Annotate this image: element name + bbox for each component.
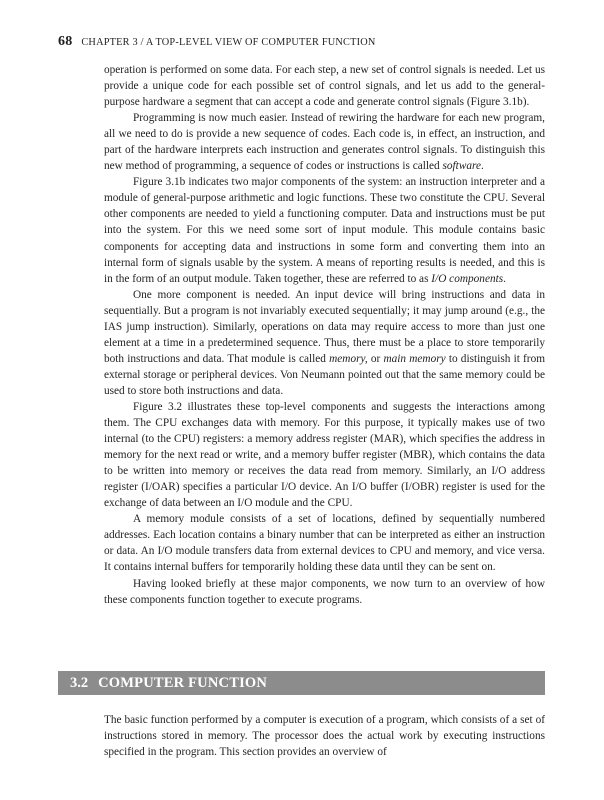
italic-term: memory,	[329, 352, 368, 365]
page-number: 68	[58, 34, 73, 49]
text-run: One more component is needed. An input device will bring instructions and data in sequentially. But a program is not invariably executed sequentially; it may jump around (e.g., the IAS jump instruction). Similarly, operations on data may require access to more than just one element at a time in a predetermined sequence. Thus, there must be a place to store temporarily both instructions and data. That module is called	[104, 288, 545, 365]
section-body-text	[104, 712, 545, 760]
section-heading	[58, 671, 545, 695]
text-run: Figure 3.1b indicates two major components of the system: an instruction interpreter and a module of general-purpose arithmetic and logic functions. These two constitute the CPU. Several other components are needed to yield a functioning computer. Data and instructions must be put into the system. For this we need some sort of input module. This module contains basic components for accepting data and instructions in some form and converting them into an internal form of signals usable by the system. A means of reporting results is needed, and this is in the form of an output module. Taken together, these are referred to as	[104, 176, 545, 285]
text-run: A memory module consists of a set of locations, defined by sequentially numbered addresses. Each location contains a binary number that can be interpreted as either an instruction or data. An I/O module transfers data from external devices to CPU and memory, and vice versa. It contains internal buffers for temporarily holding these data until they can be sent on.	[104, 513, 545, 574]
text-run: .	[481, 160, 484, 173]
paragraph	[104, 174, 545, 286]
paragraph	[104, 712, 545, 760]
body-text	[104, 62, 545, 608]
text-run: .	[503, 272, 506, 285]
paragraph	[104, 287, 545, 399]
text-run: Programming is now much easier. Instead of rewiring the hardware for each new program, all we need to do is provide a new sequence of codes. Each code is, in effect, an instruction, and part of the hardware interprets each instruction and generates control signals. To distinguish this new method of programming, a sequence of codes or instructions is called	[104, 112, 545, 173]
italic-term: main memory	[383, 352, 446, 365]
paragraph	[104, 511, 545, 575]
text-run: or	[367, 352, 384, 365]
italic-term: software	[442, 160, 481, 173]
text-run: The basic function performed by a computer is execution of a program, which consists of a set of instructions stored in memory. The processor does the actual work by executing instructions specified in the program. This section provides an overview of	[104, 714, 545, 759]
paragraph	[104, 576, 545, 608]
text-run: Figure 3.2 illustrates these top-level components and suggests the interactions among them. The CPU exchanges data with memory. For this purpose, it typically makes use of two internal (to the CPU) registers: a memory address register (MAR), which specifies the address in memory for the next read or write, and a memory buffer register (MBR), which contains the data to be written into memory or receives the data read from memory. Similarly, an I/O address register (I/OAR) specifies a particular I/O device. An I/O buffer (I/OBR) register is used for the exchange of data between an I/O module and the CPU.	[104, 400, 545, 510]
paragraph	[104, 399, 545, 511]
running-head	[58, 34, 564, 50]
paragraph	[104, 110, 545, 174]
section-number: 3.2	[70, 674, 89, 691]
text-run: to distinguish it from external storage or peripheral devices. Von Neumann pointed out that the same memory could be used to store both instructions and data.	[104, 352, 545, 397]
text-run: operation is performed on some data. For each step, a new set of control signals is needed. Let us provide a unique code for each possible set of control signals, and let us add to the general-purpose hardware a segment that can accept a code and generate control signals (Figure 3.1b).	[104, 64, 545, 109]
section-title: COMPUTER FUNCTION	[98, 674, 268, 691]
running-title: CHAPTER 3 / A TOP-LEVEL VIEW OF COMPUTER FUNCTION	[81, 37, 376, 48]
paragraph	[104, 62, 545, 110]
text-run: Having looked briefly at these major components, we now turn to an overview of how these components function together to execute programs.	[104, 577, 545, 606]
italic-term: I/O components	[431, 272, 504, 285]
